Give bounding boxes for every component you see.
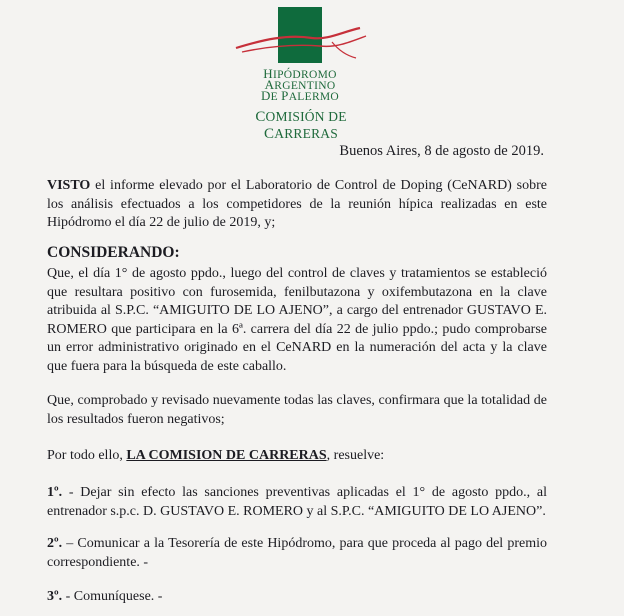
article-text: – Comunicar a la Tesorería de este Hipódromo, para que proceda al pago del premio correspondiente. - — [47, 536, 547, 570]
org-name-line2: ARGENTINO — [264, 77, 336, 92]
considerando-paragraph-1: Que, el día 1° de agosto ppdo., luego del control de claves y tratamientos se estableció que resultara positivo con furosemida, fenilbutazona y oxifembutazona en la clave atribuida al S.P.C. “AMIGUITO DE LO AJENO”, a cargo del entrenador GUSTAVO E. ROMERO que participara en la 6ª. carrera del día 22 de julio ppdo.; pudo comprobarse un error administrativo originado en el CeNARD en la numeración del acta y la clave que fuera para la búsqueda de este caballo. — [47, 266, 547, 374]
article-text: - Comuníquese. - — [62, 589, 163, 604]
resolve-pre: Por todo ello, — [47, 448, 127, 463]
resolve-line — [47, 447, 547, 466]
article-2 — [47, 535, 547, 572]
horse-swoosh-icon — [232, 22, 372, 62]
article-text: - Dejar sin efecto las sanciones preventivas aplicadas el 1° de agosto ppdo., al entrenador s.p.c. D. GUSTAVO E. ROMERO y al S.P.C. “AMIGUITO DE LO AJENO”. — [47, 485, 547, 519]
article-1 — [47, 484, 547, 521]
resolve-entity: LA COMISION DE CARRERAS — [126, 448, 327, 463]
org-name-line3: DE PALERMO — [260, 88, 340, 103]
considerando-title: CONSIDERANDO: — [47, 244, 180, 261]
commission-title: COMISIÓN DE CARRERAS — [255, 109, 347, 142]
article-number: 2º. — [47, 536, 63, 551]
article-number: 1º. — [47, 485, 63, 500]
article-number: 3º. — [47, 589, 63, 604]
visto-paragraph — [47, 177, 547, 233]
document-date: Buenos Aires, 8 de agosto de 2019. — [339, 143, 544, 159]
article-3 — [47, 588, 547, 607]
visto-text: el informe elevado por el Laboratorio de Control de Doping (CeNARD) sobre los análisis efectuados a los competidores de la reunión hípica realizadas en este Hipódromo el día 22 de julio de 2019, y; — [47, 178, 547, 230]
org-name-line1: HIPÓDROMO — [263, 66, 337, 81]
visto-lead: VISTO — [47, 178, 91, 193]
resolve-post: , resuelve: — [326, 448, 385, 463]
considerando-paragraph-2: Que, comprobado y revisado nuevamente todas las claves, confirmara que la totalidad de los resultados fueron negativos; — [47, 393, 547, 427]
